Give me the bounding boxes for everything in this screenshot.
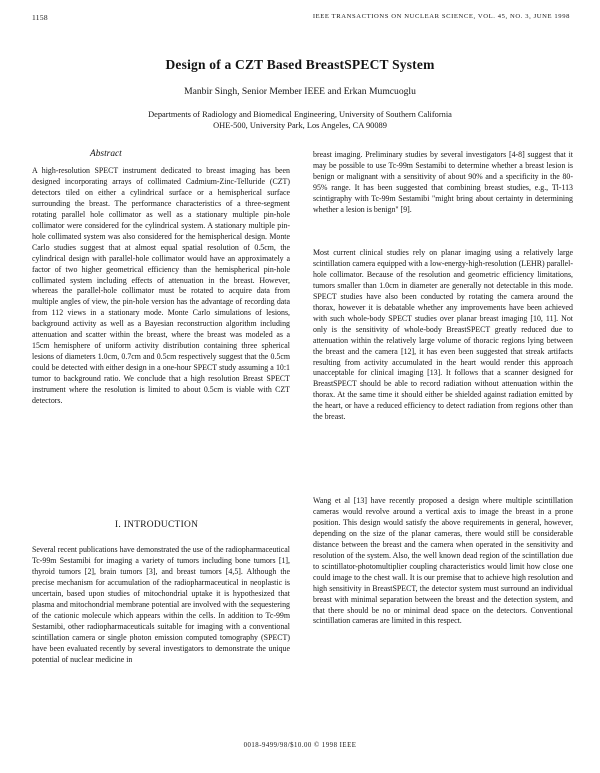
- introduction-body: Several recent publications have demonstrated the use of the radiopharmaceutical Tc-99m Sestamibi for imaging a variety of tumors including bone tumors [1], thyroid tumors [2], brain tumors [3], and breast tumors [4,5]. Although the precise mechanism for accumulation of the radiopharmaceutical in neoplastic is uncertain, based upon studies of mitochondrial uptake it is hypothesized that plasma and mitochondrial membrane potential are involved with the sequestering of the cationic molecule which appears within the cells. In addition to Tc-99m Sestamibi, other radiopharmaceuticals suitable for imaging with a conventional scintillation camera or single photon emission computed tomography (SPECT) have been evaluated recently by several investigators to demonstrate the unique potential of nuclear medicine in: [32, 545, 290, 664]
- journal-header: IEEE TRANSACTIONS ON NUCLEAR SCIENCE, VOL. 45, NO. 3, JUNE 1998: [312, 13, 570, 20]
- copyright-footer: 0018-9499/98/$10.00 © 1998 IEEE: [243, 742, 357, 749]
- paper-authors: Manbir Singh, Senior Member IEEE and Erkan Mumcuoglu: [184, 86, 416, 97]
- paper-title: Design of a CZT Based BreastSPECT System: [165, 57, 435, 72]
- affiliation-line-2: OHE-500, University Park, Los Angeles, CA 90089: [213, 121, 387, 130]
- author-affiliation: [0, 109, 600, 131]
- abstract-body: A high-resolution SPECT instrument dedicated to breast imaging has been designed incorporating arrays of collimated Cadmium-Zinc-Telluride (CZT) detectors tiled on either a cylindrical surface or a hemispherical surface surrounding the breast. The performance characteristics of a three-segment rotating parallel hole collimator as well as a stationary multiple pin-hole collimator were considered for the cylindrical system. A stationary multiple pin-hole collimated system was also considered for the hemispherical design. Monte Carlo studies suggest that at almost equal spatial resolution of 0.5cm, the cylindrical design with parallel-hole collimator would have an approximately a factor of two higher geometrical efficiency than the hemispherical pin-hole collimated system including effects of attenuation in the breast. However, whereas the parallel-hole collimator must be rotated to acquire data from multiple angles of view, the pin-hole version has the advantage of recording data from 112 views in a stationary mode. Monte Carlo simulations of lesions, background activity as well as a Bayesian reconstruction algorithm including attenuation and scatter within the breast, where the breast was modeled as a 15cm hemisphere of uniform activity distribution containing three spherical lesions of diameters 1.0cm, 0.7cm and 0.5cm respectively suggest that the 0.5cm could be detected with either design in a one-hour SPECT study assuming a 10:1 tumor to background ratio. We conclude that a high resolution Breast SPECT instrument where the resolution is limited to about 0.5cm is viable with CZT detectors.: [32, 166, 290, 406]
- right-column-paragraph-2: Most current clinical studies rely on planar imaging using a relatively large scintillation camera equipped with a low-energy-high-resolution (LEHR) parallel-hole collimator. Because of the resolution and geometric efficiency limitations, tumors smaller than 1.0cm in diameter are generally not detectable in this mode. SPECT studies have also been conducted by rotating the camera around the thorax, however it is debatable whether any improvements have been achieved with such whole-body SPECT studies over planar breast imaging [10, 11]. Not only is the sensitivity of whole-body BreastSPECT greatly reduced due to attenuation within the relatively large volume of thoracic regions lying between the breast and the camera [12], it has even been suggested that streak artifacts resulting from activity accumulated in the heart would render this approach unacceptable for clinical imaging [13]. It follows that a scanner designed for BreastSPECT should be able to record radiation without attenuation within the thorax. At the same time it should either be shielded against radiation emitted by the heart, or have a reduced efficiency to detect radiation from regions other than the breast.: [313, 248, 573, 422]
- affiliation-line-1: Departments of Radiology and Biomedical Engineering, University of Southern California: [148, 110, 452, 119]
- right-column-paragraph-3: Wang et al [13] have recently proposed a design where multiple scintillation cameras would revolve around a vertical axis to image the breast in a prone position. This design would satisfy the above requirements in general, however, depending on the size of the planar cameras, there would still be considerable distance between the breast and the camera when operated in the sensitivity and resolution of the system. Also, the well known dead region of the scintillation due to scintillator-photomultiplier coupling characteristics would limit how close one could image to the chest wall. It is our premise that to achieve high resolution and high sensitivity in BreastSPECT, the detector system must surround an individual breast with minimal separation between the breast and the detection system, and that there should be no or minimal dead space on the detectors. Conventional scintillation cameras are limited in this respect.: [313, 496, 573, 626]
- page-number: 1158: [32, 13, 48, 22]
- right-column-paragraph-1: breast imaging. Preliminary studies by several investigators [4-8] suggest that it may be possible to use Tc-99m Sestamibi to determine whether a breast lesion is benign or malignant with a sensitivity of about 90% and a specificity in the 80-95% range. It has been suggested that combining breast studies, e.g., Tl-113 scintigraphy with Tc-99m Sestamibi "might bring about certainty in determining whether a lesion is benign" [9].: [313, 150, 573, 214]
- abstract-heading: Abstract: [90, 149, 122, 159]
- section-heading-introduction: I. INTRODUCTION: [115, 520, 199, 530]
